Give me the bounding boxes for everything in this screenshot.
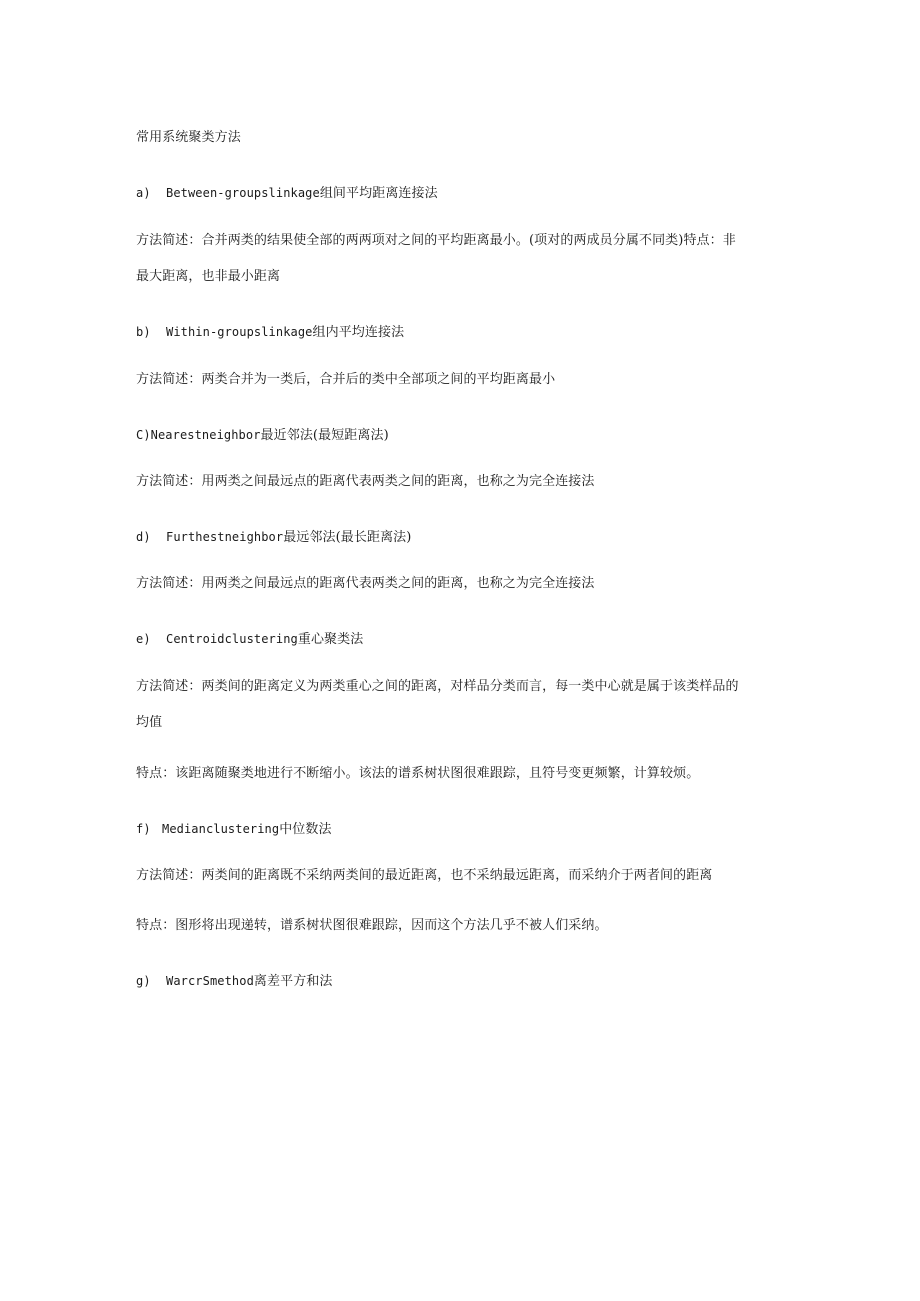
section-e-heading-en: Centroidclustering bbox=[166, 632, 298, 646]
section-g-label: g) bbox=[136, 974, 151, 988]
section-c-heading-en: C)Nearestneighbor bbox=[136, 428, 261, 442]
section-a-desc-line1: 方法简述：合并两类的结果使全部的两两项对之间的平均距离最小。(项对的两成员分属不同类)特点：非 bbox=[136, 233, 736, 248]
section-b-label: b) bbox=[136, 325, 151, 339]
section-a-label: a) bbox=[136, 186, 151, 200]
section-g-heading-cn: 离差平方和法 bbox=[253, 974, 333, 989]
section-d-desc: 方法简述：用两类之间最远点的距离代表两类之间的距离，也称之为完全连接法 bbox=[136, 576, 595, 591]
section-c-heading-cn: 最近邻法(最短距离法) bbox=[260, 428, 389, 443]
section-e-feature: 特点：该距离随聚类地进行不断缩小。该法的谱系树状图很难跟踪，且符号变更频繁，计算较烦。 bbox=[136, 766, 700, 781]
section-a-heading-en: Between-groupslinkage bbox=[166, 186, 320, 200]
section-c-heading bbox=[136, 426, 389, 445]
section-f-label: f) bbox=[136, 822, 151, 836]
section-b-desc: 方法简述：两类合并为一类后，合并后的类中全部项之间的平均距离最小 bbox=[136, 372, 556, 387]
section-d-label: d) bbox=[136, 530, 151, 544]
section-f-desc: 方法简述：两类间的距离既不采纳两类间的最近距离，也不采纳最远距离，而采纳介于两者间的距离 bbox=[136, 868, 713, 883]
section-e-heading bbox=[136, 630, 363, 649]
section-e-label: e) bbox=[136, 632, 151, 646]
page-title: 常用系统聚类方法 bbox=[136, 130, 241, 145]
section-e-heading-cn: 重心聚类法 bbox=[297, 632, 364, 647]
section-d-heading-cn: 最远邻法(最长距离法) bbox=[283, 530, 412, 545]
section-a-heading-cn: 组间平均距离连接法 bbox=[319, 186, 438, 201]
section-f-heading-cn: 中位数法 bbox=[279, 822, 332, 837]
section-g-heading-en: WarcrSmethod bbox=[166, 974, 254, 988]
section-d-heading-en: Furthestneighbor bbox=[166, 530, 284, 544]
section-a-heading bbox=[136, 184, 438, 203]
section-f-heading bbox=[136, 820, 332, 839]
section-a-desc-line2: 最大距离，也非最小距离 bbox=[136, 269, 281, 284]
section-c-desc: 方法简述：用两类之间最远点的距离代表两类之间的距离，也称之为完全连接法 bbox=[136, 474, 595, 489]
section-g-heading bbox=[136, 972, 333, 991]
section-b-heading bbox=[136, 323, 404, 342]
section-e-desc-line2: 均值 bbox=[136, 715, 163, 730]
section-b-heading-en: Within-groupslinkage bbox=[166, 325, 313, 339]
section-b-heading-cn: 组内平均连接法 bbox=[312, 325, 405, 340]
section-f-feature: 特点：图形将出现递转，谱系树状图很难跟踪，因而这个方法几乎不被人们采纳。 bbox=[136, 918, 608, 933]
section-d-heading bbox=[136, 528, 411, 547]
section-e-desc-line1: 方法简述：两类间的距离定义为两类重心之间的距离，对样品分类而言，每一类中心就是属于该类样品的 bbox=[136, 679, 739, 694]
section-f-heading-en: Medianclustering bbox=[162, 822, 280, 836]
